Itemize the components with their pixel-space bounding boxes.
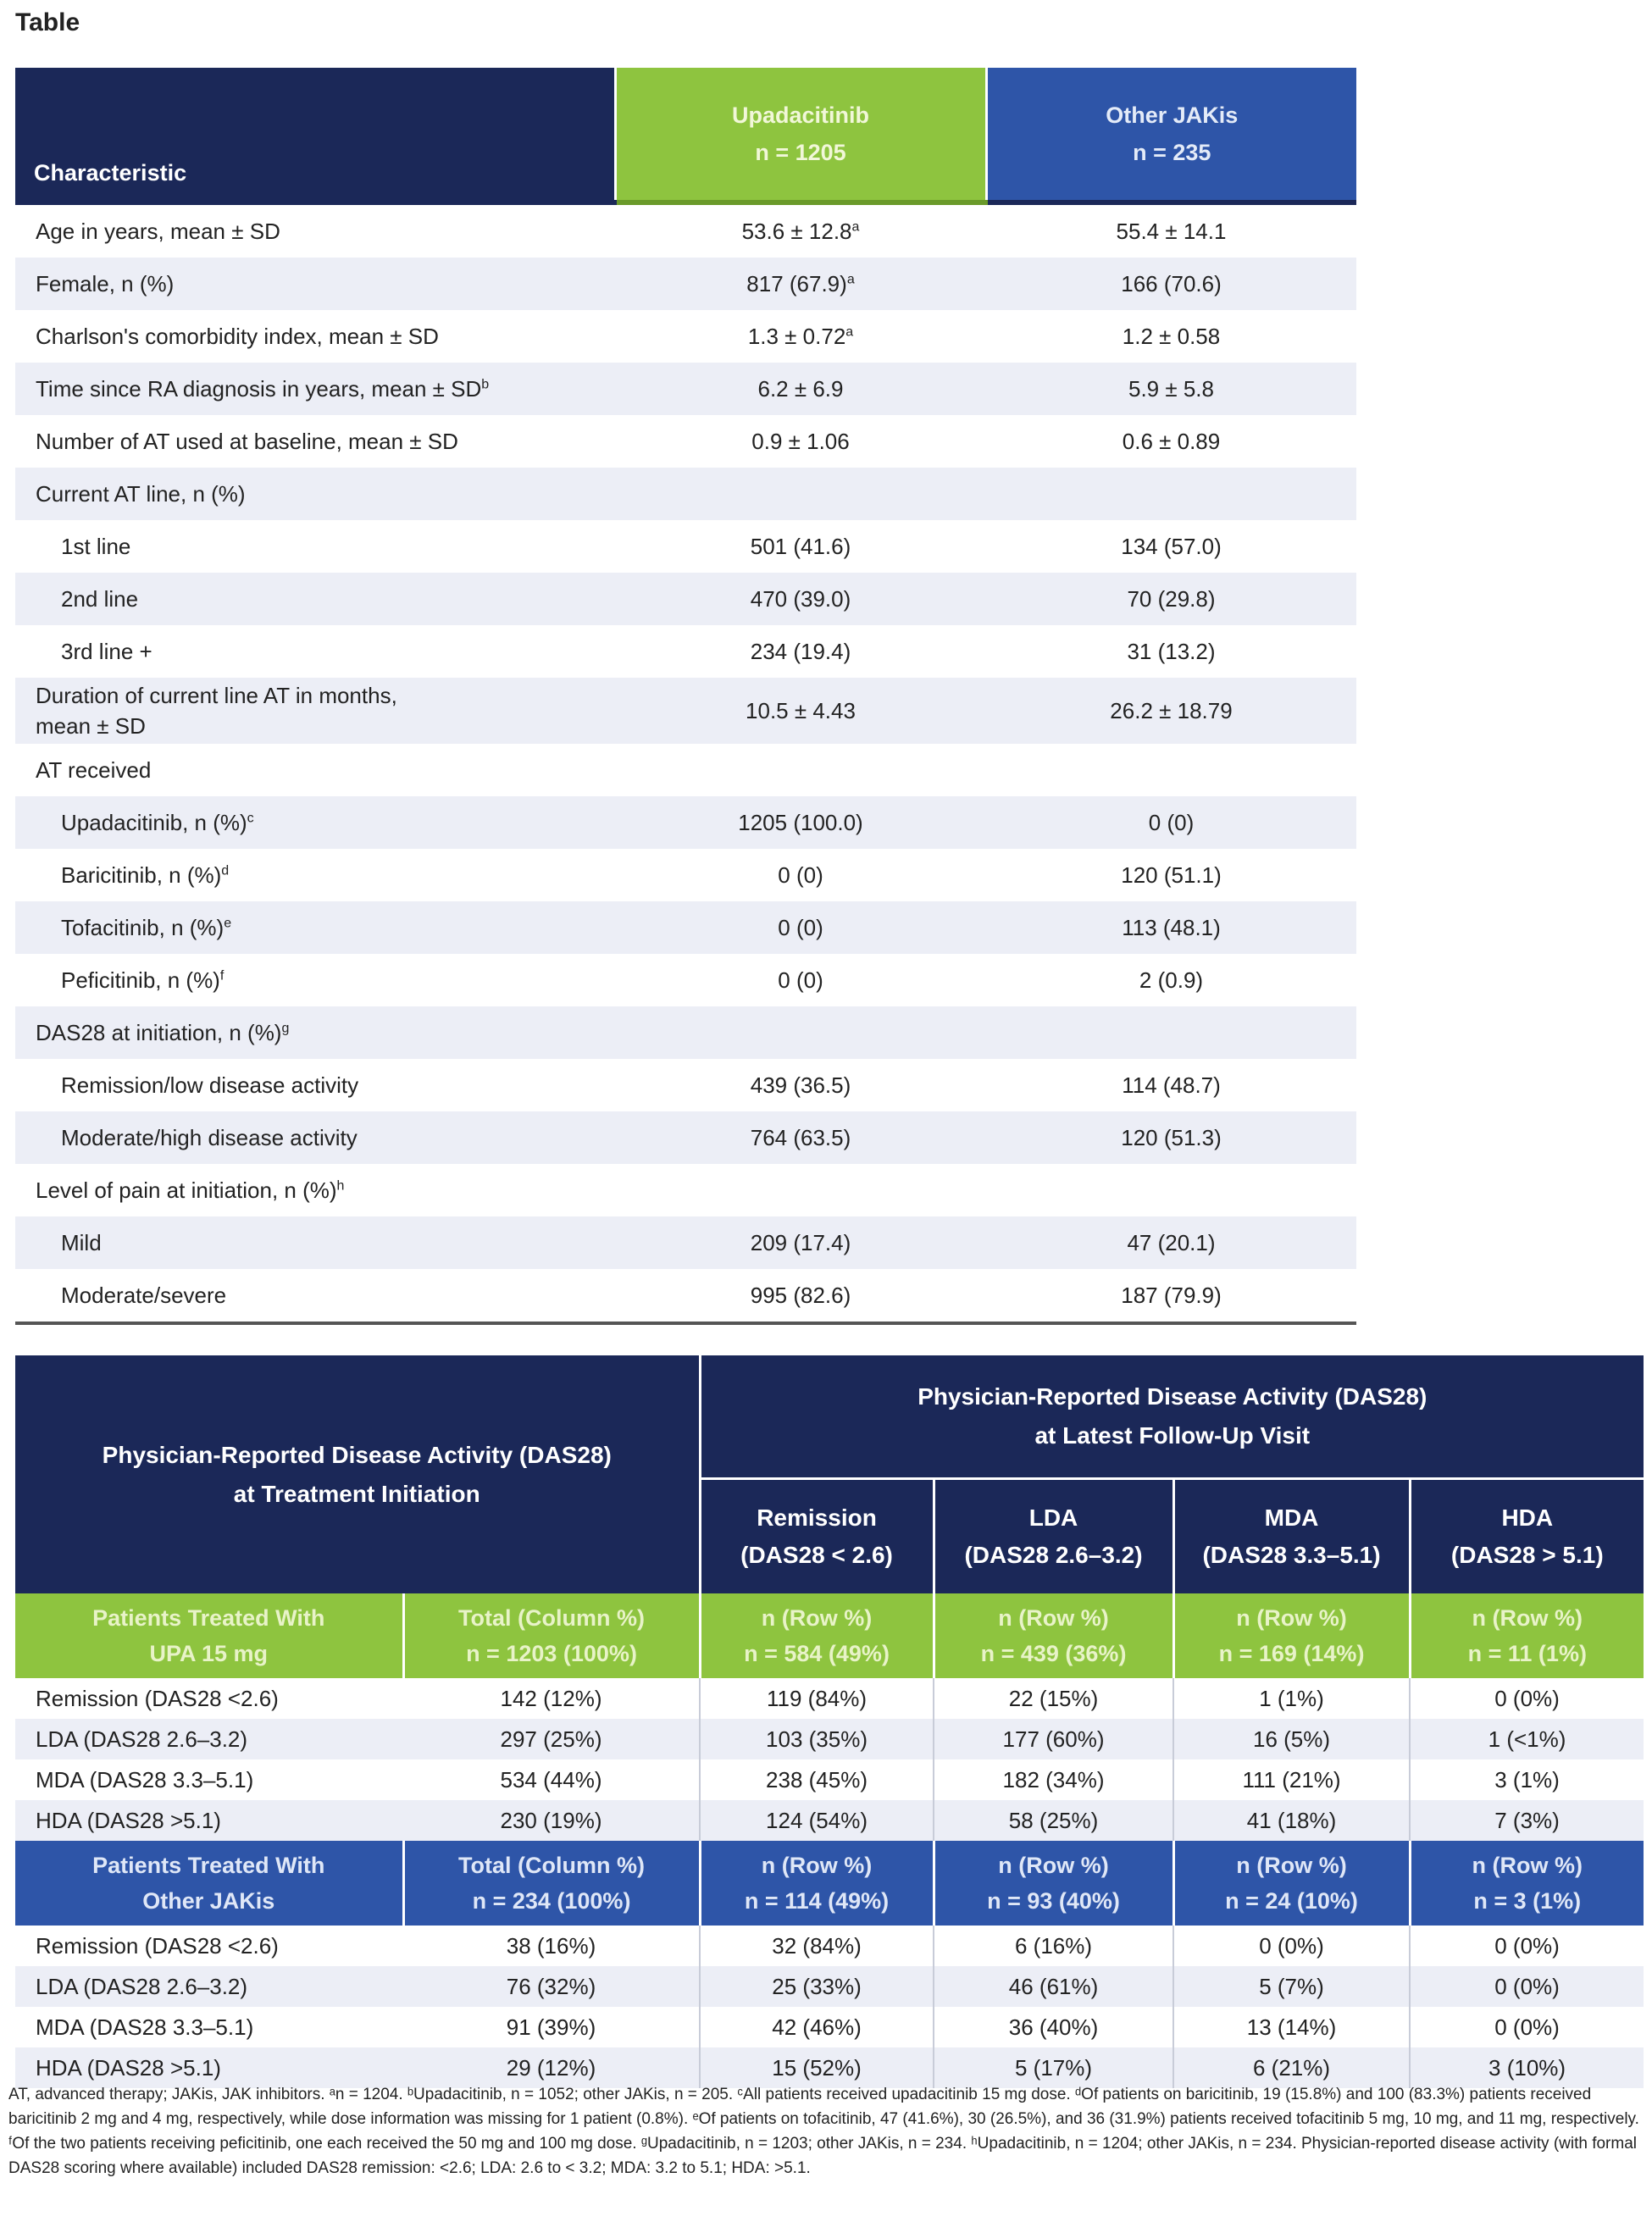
lda-value: 177 (60%) bbox=[934, 1719, 1173, 1759]
footnote-marker: a bbox=[846, 271, 855, 286]
other-jakis-value: 0.6 ± 0.89 bbox=[1122, 428, 1221, 454]
group-header-cell bbox=[934, 1593, 1173, 1678]
row-label: HDA (DAS28 >5.1) bbox=[15, 1800, 403, 1841]
mda-value: 13 (14%) bbox=[1173, 2007, 1410, 2047]
subheader-range: (DAS28 > 5.1) bbox=[1450, 1542, 1604, 1568]
table-row bbox=[15, 415, 1356, 468]
group-header-cell bbox=[403, 1841, 700, 1926]
upadacitinib-value bbox=[615, 468, 986, 520]
other-jakis-header-n: n = 235 bbox=[1133, 140, 1211, 165]
group-header-line1: Total (Column %) bbox=[458, 1853, 645, 1878]
upadacitinib-header bbox=[615, 68, 986, 202]
table-row bbox=[15, 1006, 1356, 1059]
upadacitinib-value-text: 209 (17.4) bbox=[750, 1229, 851, 1255]
table1-header-row bbox=[15, 68, 1356, 202]
rem-value: 15 (52%) bbox=[700, 2047, 934, 2088]
table-row bbox=[15, 573, 1356, 625]
row-label-text: Charlson's comorbidity index, mean ± SD bbox=[36, 323, 439, 349]
upadacitinib-value bbox=[615, 415, 986, 468]
group-header-cell bbox=[15, 1841, 403, 1926]
lda-value: 58 (25%) bbox=[934, 1800, 1173, 1841]
subheader-name: LDA bbox=[1028, 1504, 1078, 1531]
upadacitinib-value-text: 764 (63.5) bbox=[750, 1124, 851, 1150]
row-label-text: Current AT line, n (%) bbox=[36, 480, 246, 507]
other-jakis-value: 120 (51.3) bbox=[986, 1111, 1356, 1164]
table-row bbox=[15, 1966, 1644, 2007]
upadacitinib-header-name: Upadacitinib bbox=[731, 103, 869, 128]
row-label-text-line2: mean ± SD bbox=[36, 713, 146, 739]
upadacitinib-value bbox=[615, 310, 986, 363]
das28-latest-header-line2: at Latest Follow-Up Visit bbox=[1034, 1422, 1311, 1449]
das28-latest-header bbox=[700, 1355, 1644, 1479]
group-header-line2: n = 3 (1%) bbox=[1473, 1888, 1582, 1914]
table-row bbox=[15, 1111, 1356, 1164]
total-value: 38 (16%) bbox=[506, 1932, 596, 1959]
row-label bbox=[15, 1059, 615, 1111]
upadacitinib-value-text: 470 (39.0) bbox=[750, 585, 851, 612]
other-jakis-group-header-row bbox=[15, 1841, 1644, 1926]
row-label bbox=[15, 520, 615, 573]
row-label-text: Female, n (%) bbox=[36, 270, 175, 296]
other-jakis-value: 113 (48.1) bbox=[986, 901, 1356, 954]
upadacitinib-value bbox=[615, 1059, 986, 1111]
upadacitinib-value bbox=[615, 1006, 986, 1059]
table2-header-row-1 bbox=[15, 1355, 1644, 1479]
upadacitinib-value bbox=[615, 744, 986, 796]
other-jakis-value: 0 (0) bbox=[986, 796, 1356, 849]
mda-value: 1 (1%) bbox=[1173, 1678, 1410, 1719]
lda-subheader bbox=[934, 1479, 1173, 1594]
other-jakis-value: 166 (70.6) bbox=[986, 258, 1356, 310]
upadacitinib-header-n: n = 1205 bbox=[755, 140, 846, 165]
group-header-line1: n (Row %) bbox=[761, 1605, 873, 1631]
row-label-text: 2nd line bbox=[61, 585, 139, 612]
upadacitinib-value bbox=[615, 1111, 986, 1164]
other-jakis-value: 31 (13.2) bbox=[1127, 638, 1216, 664]
row-label bbox=[15, 1216, 615, 1269]
table-footnote: AT, advanced therapy; JAKis, JAK inhibitors. ᵃn = 1204. ᵇUpadacitinib, n = 1052; other JAKis, n = 205. ᶜAll patients received upadacitinib 15 mg dose. ᵈOf patients on baricitinib, 19 (15.8%) and 100 (83.3%) patients received baricitinib 2 mg and 4 mg, respectively, while dose information was missing for 1 patient (0.8%). ᵉOf patients on tofacitinib, 47 (41.6%), 30 (26.5%), and 36 (31.9%) patients received tofacitinib 5 mg, 10 mg, and 11 mg, respectively. ᶠOf the two patients receiving peficitinib, one each received the 50 mg and 100 mg dose. ᵍUpadacitinib, n = 1203; other JAKis, n = 234. ʰUpadacitinib, n = 1204; other JAKis, n = 234. Physician-reported disease activity (with formal DAS28 scoring where available) included DAS28 remission: <2.6; LDA: 2.6 to < 3.2; MDA: 3.2 to 5.1; HDA: >5.1. bbox=[8, 2086, 1639, 2177]
group-header-line2: n = 1203 (100%) bbox=[466, 1641, 637, 1666]
total-value: 91 (39%) bbox=[506, 2014, 596, 2040]
characteristic-header: Characteristic bbox=[15, 68, 615, 202]
lda-value: 5 (17%) bbox=[934, 2047, 1173, 2088]
upadacitinib-value-text: 234 (19.4) bbox=[750, 638, 851, 664]
group-header-cell bbox=[1173, 1841, 1410, 1926]
upadacitinib-value-text: 995 (82.6) bbox=[750, 1282, 851, 1308]
row-label-text: Level of pain at initiation, n (%) bbox=[36, 1177, 337, 1203]
upadacitinib-value-text: 0 (0) bbox=[778, 967, 823, 993]
total-value: 29 (12%) bbox=[403, 2047, 700, 2088]
row-label bbox=[15, 901, 615, 954]
row-label-text: Number of AT used at baseline, mean ± SD bbox=[36, 428, 458, 454]
upadacitinib-value bbox=[615, 520, 986, 573]
total-value: 230 (19%) bbox=[403, 1800, 700, 1841]
table-row bbox=[15, 744, 1356, 796]
row-label-text: 3rd line + bbox=[61, 638, 152, 664]
table-row bbox=[15, 1059, 1356, 1111]
upadacitinib-value bbox=[615, 202, 986, 258]
upadacitinib-value bbox=[615, 849, 986, 901]
footnote-marker: d bbox=[221, 862, 230, 878]
row-label-text: Duration of current line AT in months, bbox=[36, 683, 397, 708]
row-label bbox=[15, 310, 615, 363]
row-label bbox=[15, 678, 615, 744]
table-row bbox=[15, 258, 1356, 310]
upadacitinib-value bbox=[615, 573, 986, 625]
hda-value: 1 (<1%) bbox=[1410, 1719, 1644, 1759]
group-header-line2: n = 169 (14%) bbox=[1218, 1641, 1365, 1666]
other-jakis-value: 2 (0.9) bbox=[1139, 967, 1204, 993]
row-label bbox=[15, 954, 615, 1006]
row-label: Remission (DAS28 <2.6) bbox=[36, 1932, 279, 1959]
footnote-marker: a bbox=[845, 324, 854, 339]
row-label-text: Time since RA diagnosis in years, mean ± SD bbox=[36, 375, 482, 402]
row-label bbox=[15, 468, 615, 520]
table-row bbox=[15, 2007, 1644, 2047]
disease-activity-table bbox=[15, 1355, 1644, 2088]
mda-value: 16 (5%) bbox=[1173, 1719, 1410, 1759]
group-header-line1: n (Row %) bbox=[1472, 1605, 1583, 1631]
group-header-line2: n = 24 (10%) bbox=[1225, 1888, 1358, 1914]
lda-value: 36 (40%) bbox=[934, 2007, 1173, 2047]
table-row bbox=[15, 954, 1356, 1006]
row-label-text: 1st line bbox=[61, 533, 131, 559]
row-label-text: AT received bbox=[36, 756, 152, 783]
table-row bbox=[15, 625, 1356, 678]
row-label bbox=[15, 415, 615, 468]
lda-value: 182 (34%) bbox=[934, 1759, 1173, 1800]
upadacitinib-value bbox=[615, 625, 986, 678]
upadacitinib-value-text: 1205 (100.0) bbox=[738, 809, 863, 835]
group-header-line1: Patients Treated With bbox=[92, 1853, 325, 1878]
table-row bbox=[15, 202, 1356, 258]
row-label bbox=[15, 1006, 615, 1059]
table-row bbox=[15, 1759, 1644, 1800]
group-header-line1: n (Row %) bbox=[1236, 1605, 1347, 1631]
upadacitinib-value bbox=[615, 1269, 986, 1323]
total-value: 76 (32%) bbox=[403, 1966, 700, 2007]
row-label: Remission (DAS28 <2.6) bbox=[36, 1685, 279, 1711]
upadacitinib-value-text: 1.3 ± 0.72 bbox=[747, 323, 846, 349]
row-label bbox=[15, 573, 615, 625]
upadacitinib-value bbox=[615, 901, 986, 954]
other-jakis-value bbox=[986, 1164, 1356, 1216]
other-jakis-value: 1.2 ± 0.58 bbox=[1122, 323, 1221, 349]
group-header-line1: n (Row %) bbox=[998, 1605, 1109, 1631]
upadacitinib-value-text: 6.2 ± 6.9 bbox=[757, 375, 844, 402]
rem-value: 32 (84%) bbox=[700, 1926, 934, 1966]
group-header-line2: n = 11 (1%) bbox=[1467, 1641, 1587, 1666]
rem-value: 103 (35%) bbox=[700, 1719, 934, 1759]
group-header-cell bbox=[934, 1841, 1173, 1926]
group-header-line1: n (Row %) bbox=[998, 1853, 1109, 1878]
row-label bbox=[15, 202, 615, 258]
group-header-cell bbox=[403, 1593, 700, 1678]
das28-initiation-header bbox=[15, 1355, 700, 1593]
group-header-cell bbox=[1173, 1593, 1410, 1678]
upadacitinib-value bbox=[615, 1216, 986, 1269]
other-jakis-header-name: Other JAKis bbox=[1106, 103, 1239, 128]
row-label: LDA (DAS28 2.6–3.2) bbox=[15, 1719, 403, 1759]
row-label bbox=[15, 363, 615, 415]
row-label bbox=[15, 849, 615, 901]
subheader-name: Remission bbox=[757, 1504, 877, 1531]
row-label-text: DAS28 at initiation, n (%) bbox=[36, 1019, 282, 1045]
upadacitinib-value-text: 0.9 ± 1.06 bbox=[751, 428, 850, 454]
group-header-cell bbox=[1410, 1841, 1644, 1926]
row-label bbox=[15, 1111, 615, 1164]
other-jakis-header bbox=[986, 68, 1356, 202]
row-label-text: Peficitinib, n (%) bbox=[61, 967, 220, 993]
group-header-line1: n (Row %) bbox=[761, 1853, 873, 1878]
das28-latest-header-line1: Physician-Reported Disease Activity (DAS28) bbox=[917, 1383, 1427, 1410]
group-header-line2: Other JAKis bbox=[142, 1888, 275, 1914]
upadacitinib-value-text: 0 (0) bbox=[778, 914, 823, 940]
group-header-cell bbox=[700, 1593, 934, 1678]
upadacitinib-value bbox=[615, 796, 986, 849]
group-header-line2: n = 584 (49%) bbox=[744, 1641, 890, 1666]
rem-value: 124 (54%) bbox=[700, 1800, 934, 1841]
group-header-line1: n (Row %) bbox=[1472, 1853, 1583, 1878]
table-row bbox=[15, 468, 1356, 520]
das28-initiation-header-line1: Physician-Reported Disease Activity (DAS28) bbox=[102, 1441, 612, 1468]
group-header-line2: n = 93 (40%) bbox=[987, 1888, 1120, 1914]
table-row bbox=[15, 1800, 1644, 1841]
total-value: 297 (25%) bbox=[403, 1719, 700, 1759]
group-header-cell bbox=[15, 1593, 403, 1678]
table-row bbox=[15, 1719, 1644, 1759]
mda-value: 111 (21%) bbox=[1173, 1759, 1410, 1800]
other-jakis-value: 5.9 ± 5.8 bbox=[986, 363, 1356, 415]
das28-initiation-header-line2: at Treatment Initiation bbox=[233, 1480, 480, 1507]
other-jakis-value bbox=[986, 1006, 1356, 1059]
table-row bbox=[15, 310, 1356, 363]
other-jakis-value: 134 (57.0) bbox=[1121, 533, 1222, 559]
row-label bbox=[15, 1164, 615, 1216]
group-header-cell bbox=[1410, 1593, 1644, 1678]
row-label: HDA (DAS28 >5.1) bbox=[15, 2047, 403, 2088]
total-value: 142 (12%) bbox=[500, 1685, 602, 1711]
group-header-line2: UPA 15 mg bbox=[149, 1641, 269, 1666]
total-value: 534 (44%) bbox=[500, 1766, 602, 1793]
upadacitinib-value-text: 10.5 ± 4.43 bbox=[746, 698, 856, 723]
upadacitinib-value-text: 0 (0) bbox=[778, 862, 823, 888]
row-label bbox=[15, 744, 615, 796]
hda-value: 7 (3%) bbox=[1410, 1800, 1644, 1841]
subheader-range: (DAS28 3.3–5.1) bbox=[1202, 1542, 1381, 1568]
group-header-line1: Total (Column %) bbox=[458, 1605, 645, 1631]
other-jakis-value bbox=[986, 744, 1356, 796]
upadacitinib-value bbox=[615, 363, 986, 415]
lda-value: 6 (16%) bbox=[934, 1926, 1173, 1966]
upadacitinib-value bbox=[615, 954, 986, 1006]
other-jakis-value: 55.4 ± 14.1 bbox=[1116, 218, 1227, 244]
hda-value: 3 (1%) bbox=[1410, 1759, 1644, 1800]
hda-value: 0 (0%) bbox=[1410, 1926, 1644, 1966]
other-jakis-value: 120 (51.1) bbox=[1121, 862, 1222, 888]
upadacitinib-value-text: 817 (67.9) bbox=[746, 270, 847, 296]
upadacitinib-value-text: 53.6 ± 12.8 bbox=[741, 218, 852, 244]
lda-value: 46 (61%) bbox=[934, 1966, 1173, 2007]
row-label bbox=[15, 796, 615, 849]
row-label-text: Baricitinib, n (%) bbox=[61, 862, 222, 888]
remission-subheader bbox=[700, 1479, 934, 1594]
footnote-marker: e bbox=[224, 915, 232, 930]
table-row bbox=[15, 1269, 1356, 1323]
page-title: Table bbox=[15, 8, 80, 36]
baseline-characteristics-table bbox=[15, 68, 1356, 1325]
hda-value: 0 (0%) bbox=[1410, 2007, 1644, 2047]
rem-value: 25 (33%) bbox=[700, 1966, 934, 2007]
row-label-text: Age in years, mean ± SD bbox=[36, 218, 280, 244]
upadacitinib-value-text: 501 (41.6) bbox=[750, 533, 851, 559]
other-jakis-value: 70 (29.8) bbox=[986, 573, 1356, 625]
row-label bbox=[15, 1269, 615, 1323]
group-header-line2: n = 234 (100%) bbox=[472, 1888, 631, 1914]
upadacitinib-value bbox=[615, 678, 986, 744]
mda-value: 5 (7%) bbox=[1173, 1966, 1410, 2007]
other-jakis-value: 187 (79.9) bbox=[986, 1269, 1356, 1323]
table-row bbox=[15, 1216, 1356, 1269]
row-label-text: Moderate/severe bbox=[61, 1282, 227, 1308]
hda-value: 0 (0%) bbox=[1410, 1966, 1644, 2007]
table-row bbox=[15, 796, 1356, 849]
row-label-text: Upadacitinib, n (%) bbox=[61, 809, 247, 835]
table-row bbox=[15, 363, 1356, 415]
footnote-marker: g bbox=[281, 1020, 290, 1035]
group-header-cell bbox=[700, 1841, 934, 1926]
row-label: LDA (DAS28 2.6–3.2) bbox=[15, 1966, 403, 2007]
row-label-text: Remission/low disease activity bbox=[61, 1072, 359, 1098]
table-row bbox=[15, 1164, 1356, 1216]
other-jakis-value: 26.2 ± 18.79 bbox=[986, 678, 1356, 744]
group-header-line2: n = 114 (49%) bbox=[744, 1888, 890, 1914]
rem-value: 119 (84%) bbox=[700, 1678, 934, 1719]
footnote-marker: b bbox=[481, 376, 490, 391]
lda-value: 22 (15%) bbox=[934, 1678, 1173, 1719]
upa-group-header-row bbox=[15, 1593, 1644, 1678]
subheader-range: (DAS28 < 2.6) bbox=[740, 1542, 893, 1568]
row-label bbox=[15, 625, 615, 678]
group-header-line1: n (Row %) bbox=[1236, 1853, 1347, 1878]
row-label: MDA (DAS28 3.3–5.1) bbox=[36, 1766, 254, 1793]
table-row bbox=[15, 901, 1356, 954]
upadacitinib-value bbox=[615, 1164, 986, 1216]
row-label bbox=[15, 258, 615, 310]
mda-value: 0 (0%) bbox=[1173, 1926, 1410, 1966]
upadacitinib-value bbox=[615, 258, 986, 310]
footnote-marker: f bbox=[219, 967, 225, 983]
hda-value: 3 (10%) bbox=[1410, 2047, 1644, 2088]
row-label-text: Mild bbox=[61, 1229, 102, 1255]
row-label-text: Tofacitinib, n (%) bbox=[61, 914, 225, 940]
row-label-text: Moderate/high disease activity bbox=[61, 1124, 358, 1150]
table-row bbox=[15, 678, 1356, 744]
footnote-marker: h bbox=[336, 1177, 345, 1193]
subheader-name: MDA bbox=[1264, 1504, 1319, 1531]
other-jakis-value bbox=[986, 468, 1356, 520]
table-row bbox=[15, 849, 1356, 901]
group-header-line2: n = 439 (36%) bbox=[980, 1641, 1127, 1666]
table-row bbox=[15, 1926, 1644, 1966]
group-header-line1: Patients Treated With bbox=[92, 1605, 325, 1631]
table-row bbox=[15, 520, 1356, 573]
rem-value: 42 (46%) bbox=[700, 2007, 934, 2047]
mda-subheader bbox=[1173, 1479, 1410, 1594]
table-row bbox=[15, 1678, 1644, 1719]
subheader-name: HDA bbox=[1501, 1504, 1554, 1531]
other-jakis-value: 47 (20.1) bbox=[986, 1216, 1356, 1269]
footnote-marker: c bbox=[247, 810, 254, 825]
upadacitinib-value-text: 439 (36.5) bbox=[750, 1072, 851, 1098]
footnote-marker: a bbox=[851, 219, 860, 234]
row-label: MDA (DAS28 3.3–5.1) bbox=[36, 2014, 254, 2040]
mda-value: 41 (18%) bbox=[1173, 1800, 1410, 1841]
rem-value: 238 (45%) bbox=[700, 1759, 934, 1800]
hda-value: 0 (0%) bbox=[1410, 1678, 1644, 1719]
mda-value: 6 (21%) bbox=[1173, 2047, 1410, 2088]
subheader-range: (DAS28 2.6–3.2) bbox=[964, 1542, 1143, 1568]
hda-subheader bbox=[1410, 1479, 1644, 1594]
other-jakis-value: 114 (48.7) bbox=[1122, 1072, 1221, 1098]
